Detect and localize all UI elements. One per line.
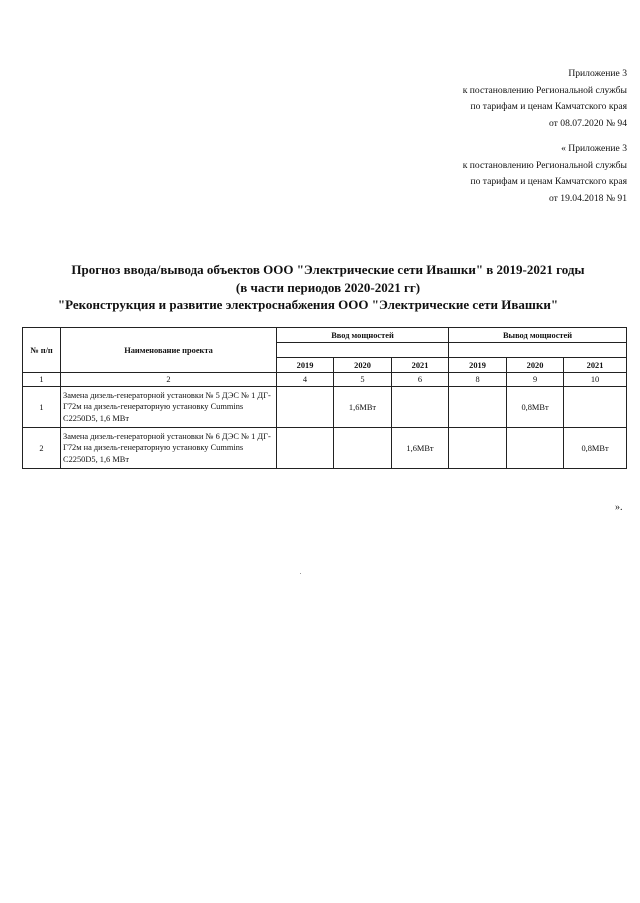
- table-cell: 1,6МВт: [392, 428, 449, 469]
- header-spacer: [277, 343, 449, 358]
- table-cell: [277, 387, 334, 428]
- header-project-name: Наименование проекта: [61, 328, 277, 373]
- header-power-input: Ввод мощностей: [277, 328, 449, 343]
- table-cell: 0,8МВт: [564, 428, 627, 469]
- column-number: 4: [277, 373, 334, 387]
- scan-speck: [300, 573, 301, 574]
- header-power-output: Вывод мощностей: [449, 328, 627, 343]
- year-header: 2021: [392, 358, 449, 373]
- forecast-table: [22, 327, 627, 469]
- appendix-current-date: от 08.07.2020 № 94: [549, 117, 627, 129]
- appendix-previous-block: [463, 141, 627, 207]
- column-number: 8: [449, 373, 507, 387]
- column-number: 5: [334, 373, 392, 387]
- appendix-current-line: к постановлению Региональной службы: [462, 84, 627, 96]
- table-cell: [392, 387, 449, 428]
- project-name: Замена дизель-генераторной установки № 6 ДЭС № 1 ДГ-Г72м на дизель-генераторную установку Cummins C2250D5, 1,6 МВт: [61, 428, 277, 469]
- year-header: 2020: [507, 358, 564, 373]
- closing-quote-mark: ».: [615, 502, 623, 513]
- table-row: [23, 428, 627, 469]
- year-header: 2021: [564, 358, 627, 373]
- program-title: "Реконструкция и развитие электроснабжения ООО "Электрические сети Ивашки": [57, 297, 559, 312]
- appendix-previous-line: к постановлению Региональной службы: [462, 159, 627, 171]
- year-header: 2019: [449, 358, 507, 373]
- appendix-current-line: по тарифам и ценам Камчатского края: [470, 101, 627, 112]
- appendix-previous-date: от 19.04.2018 № 91: [549, 192, 627, 204]
- column-number: 2: [61, 373, 277, 387]
- row-number: 2: [23, 428, 61, 469]
- column-number: 6: [392, 373, 449, 387]
- project-name: Замена дизель-генераторной установки № 5 ДЭС № 1 ДГ-Г72м на дизель-генераторную установку Cummins C2250D5, 1,6 МВт: [61, 387, 277, 428]
- row-number: 1: [23, 387, 61, 428]
- table-cell: [277, 428, 334, 469]
- table-cell: [334, 428, 392, 469]
- column-number: 10: [564, 373, 627, 387]
- appendix-previous-line: по тарифам и ценам Камчатского края: [470, 176, 627, 187]
- column-number: 9: [507, 373, 564, 387]
- document-title: Прогноз ввода/вывода объектов ООО "Электрические сети Ивашки" в 2019-2021 годы: [71, 262, 585, 277]
- table-cell: [564, 387, 627, 428]
- table-cell: [449, 428, 507, 469]
- document-subtitle: (в части периодов 2020-2021 гг): [235, 280, 421, 295]
- appendix-current-line: Приложение 3: [568, 68, 627, 79]
- year-header: 2019: [277, 358, 334, 373]
- appendix-previous-line: « Приложение 3: [561, 143, 627, 154]
- table-cell: [449, 387, 507, 428]
- appendix-current-block: [463, 66, 627, 132]
- table-cell: [507, 428, 564, 469]
- header-spacer: [449, 343, 627, 358]
- year-header: 2020: [334, 358, 392, 373]
- header-num: № п/п: [23, 328, 61, 373]
- table-cell: 1,6МВт: [334, 387, 392, 428]
- column-number: 1: [23, 373, 61, 387]
- table-row: [23, 387, 627, 428]
- table-cell: 0,8МВт: [507, 387, 564, 428]
